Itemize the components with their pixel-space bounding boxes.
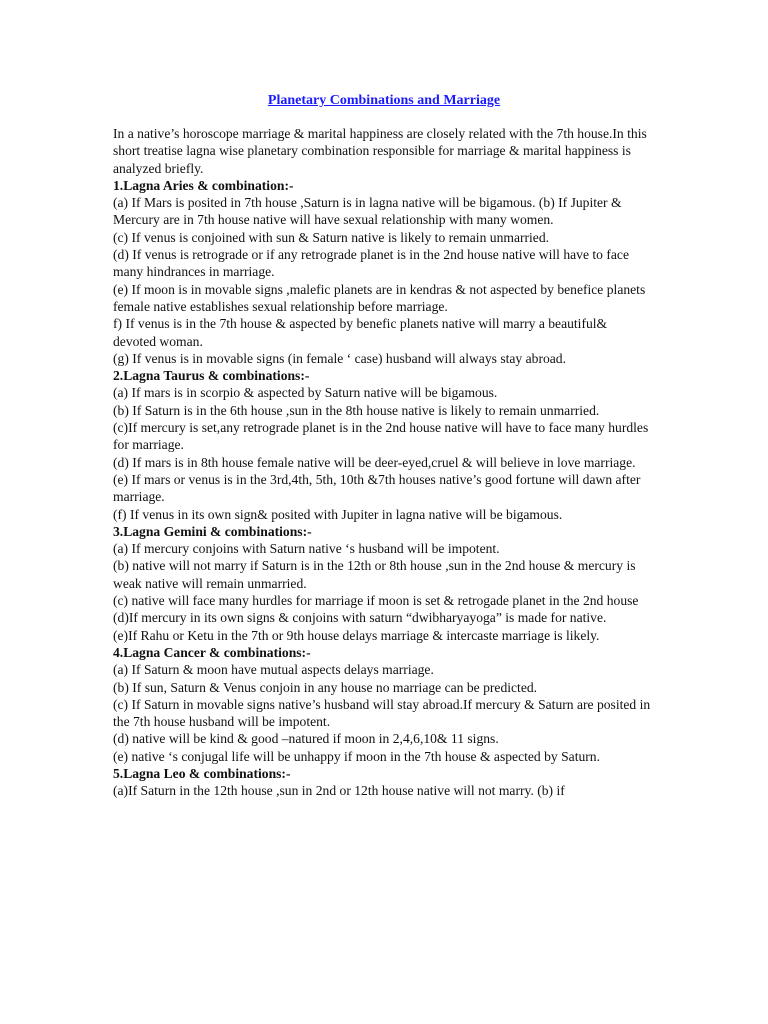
section-item: (b) native will not marry if Saturn is in the 12th or 8th house ,sun in the 2nd house & mercury is weak native will remain unmarried. [113,558,636,591]
section-item: (d) native will be kind & good –natured if moon in 2,4,6,10& 11 signs. [113,731,499,747]
section-item: (c) If Saturn in movable signs native’s husband will stay abroad.If mercury & Saturn are posited in the 7th house husband will be impotent. [113,696,651,730]
section-item: (e) If mars or venus is in the 3rd,4th, 5th, 10th &7th houses native’s good fortune will dawn after marriage. [113,471,641,505]
document-body [113,125,653,800]
section-item: (b) If sun, Saturn & Venus conjoin in any house no marriage can be predicted. [113,679,538,695]
section-item: (f) If venus in its own sign& posited with Jupiter in lagna native will be bigamous. [113,506,563,522]
section-item: (a)If Saturn in the 12th house ,sun in 2nd or 12th house native will not marry. (b) if [113,783,565,799]
section-item: (c) native will face many hurdles for marriage if moon is set & retrogade planet in the 2nd house [113,593,639,609]
document-title: Planetary Combinations and Marriage [267,93,501,108]
section-item: (d)If mercury in its own signs & conjoins with saturn “dwibharyayoga” is made for native. [113,610,607,626]
section-item: (e) If moon is in movable signs ,malefic planets are in kendras & not aspected by benefice planets female native establishes sexual relationship before marriage. [113,281,646,314]
section-item: (g) If venus is in movable signs (in female ‘ case) husband will always stay abroad. [113,350,567,366]
section-item: (e) native ‘s conjugal life will be unhappy if moon in the 7th house & aspected by Saturn. [113,748,600,764]
section-item: (a) If Mars is posited in 7th house ,Saturn is in lagna native will be bigamous. (b) If Jupiter & Mercury are in 7th house native will have sexual relationship with many women. [113,195,622,228]
section-item: (b) If Saturn is in the 6th house ,sun in the 8th house native is likely to remain unmarried. [113,402,600,418]
section-item: (d) If venus is retrograde or if any retrograde planet is in the 2nd house native will have to face many hindrances in marriage. [113,247,629,280]
section-item: (a) If mars is in scorpio & aspected by Saturn native will be bigamous. [113,385,498,401]
intro-paragraph: In a native’s horoscope marriage & marital happiness are closely related with the 7th house.In this short treatise lagna wise planetary combination responsible for marriage & marital happiness is analyzed briefly. [113,126,647,176]
section-item: (a) If mercury conjoins with Saturn native ‘s husband will be impotent. [113,541,500,557]
section-item: (c) If venus is conjoined with sun & Saturn native is likely to remain unmarried. [113,229,550,245]
section-item: (a) If Saturn & moon have mutual aspects delays marriage. [113,662,434,678]
section-item: (c)If mercury is set,any retrograde planet is in the 2nd house native will have to face many hurdles for marriage. [113,420,649,453]
section-heading-cancer: 4.Lagna Cancer & combinations:- [113,644,311,660]
section-heading-aries: 1.Lagna Aries & combination:- [113,177,294,193]
section-heading-taurus: 2.Lagna Taurus & combinations:- [113,368,310,384]
section-item: (e)If Rahu or Ketu in the 7th or 9th house delays marriage & intercaste marriage is likely. [113,627,600,643]
section-item: f) If venus is in the 7th house & aspected by benefic planets native will marry a beautiful& devoted woman. [113,316,608,349]
section-item: (d) If mars is in 8th house female native will be deer-eyed,cruel & will believe in love marriage. [113,454,636,470]
section-heading-gemini: 3.Lagna Gemini & combinations:- [113,523,312,539]
section-heading-leo: 5.Lagna Leo & combinations:- [113,765,291,781]
